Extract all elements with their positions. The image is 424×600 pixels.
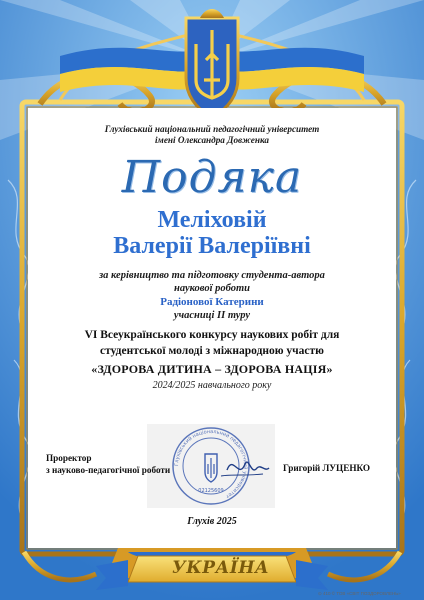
trident-coat-of-arms-icon — [186, 9, 238, 118]
reason-line2: наукової роботи — [174, 283, 250, 294]
signatory-position-line1: Проректор — [46, 453, 92, 463]
certificate-title: Подяка — [121, 152, 303, 203]
stamp-ring-text: Глухівський національний педагогічний університет — [173, 428, 249, 500]
city-and-year: Глухів 2025 — [187, 516, 237, 527]
participant-role: учасниці ІІ туру — [173, 310, 251, 321]
student-name: Радіонової Катерини — [160, 296, 264, 308]
signatory-name: Григорій ЛУЦЕНКО — [283, 463, 371, 473]
academic-year: 2024/2025 навчального року — [152, 380, 272, 391]
competition-motto: «ЗДОРОВА ДИТИНА – ЗДОРОВА НАЦІЯ» — [91, 362, 333, 376]
reason-line1: за керівництво та підготовку студента-автора — [99, 270, 325, 281]
university-name-line1: Глухівський національний педагогічний університет — [104, 124, 320, 134]
recipient-surname: Меліховій — [157, 207, 267, 233]
printer-note: ⊙ 410 © ТОВ «СВІТ ПОЗДОРОВЛЕНЬ» — [318, 591, 401, 596]
signatory-position — [46, 452, 170, 476]
competition-line2: студентської молоді з міжнародною участю — [100, 345, 324, 357]
competition-line1: VІ Всеукраїнського конкурсу наукових робіт для — [84, 329, 340, 341]
handwritten-signature — [227, 462, 269, 470]
ribbon-label: УКРАЇНА — [172, 558, 270, 578]
university-name-line2: імені Олександра Довженка — [155, 135, 269, 145]
recipient-given-names: Валерії Валеріївні — [113, 233, 311, 259]
stamp-code: 02125609 — [198, 488, 224, 494]
signatory-position-line2: з науково-педагогічної роботи — [46, 465, 171, 475]
